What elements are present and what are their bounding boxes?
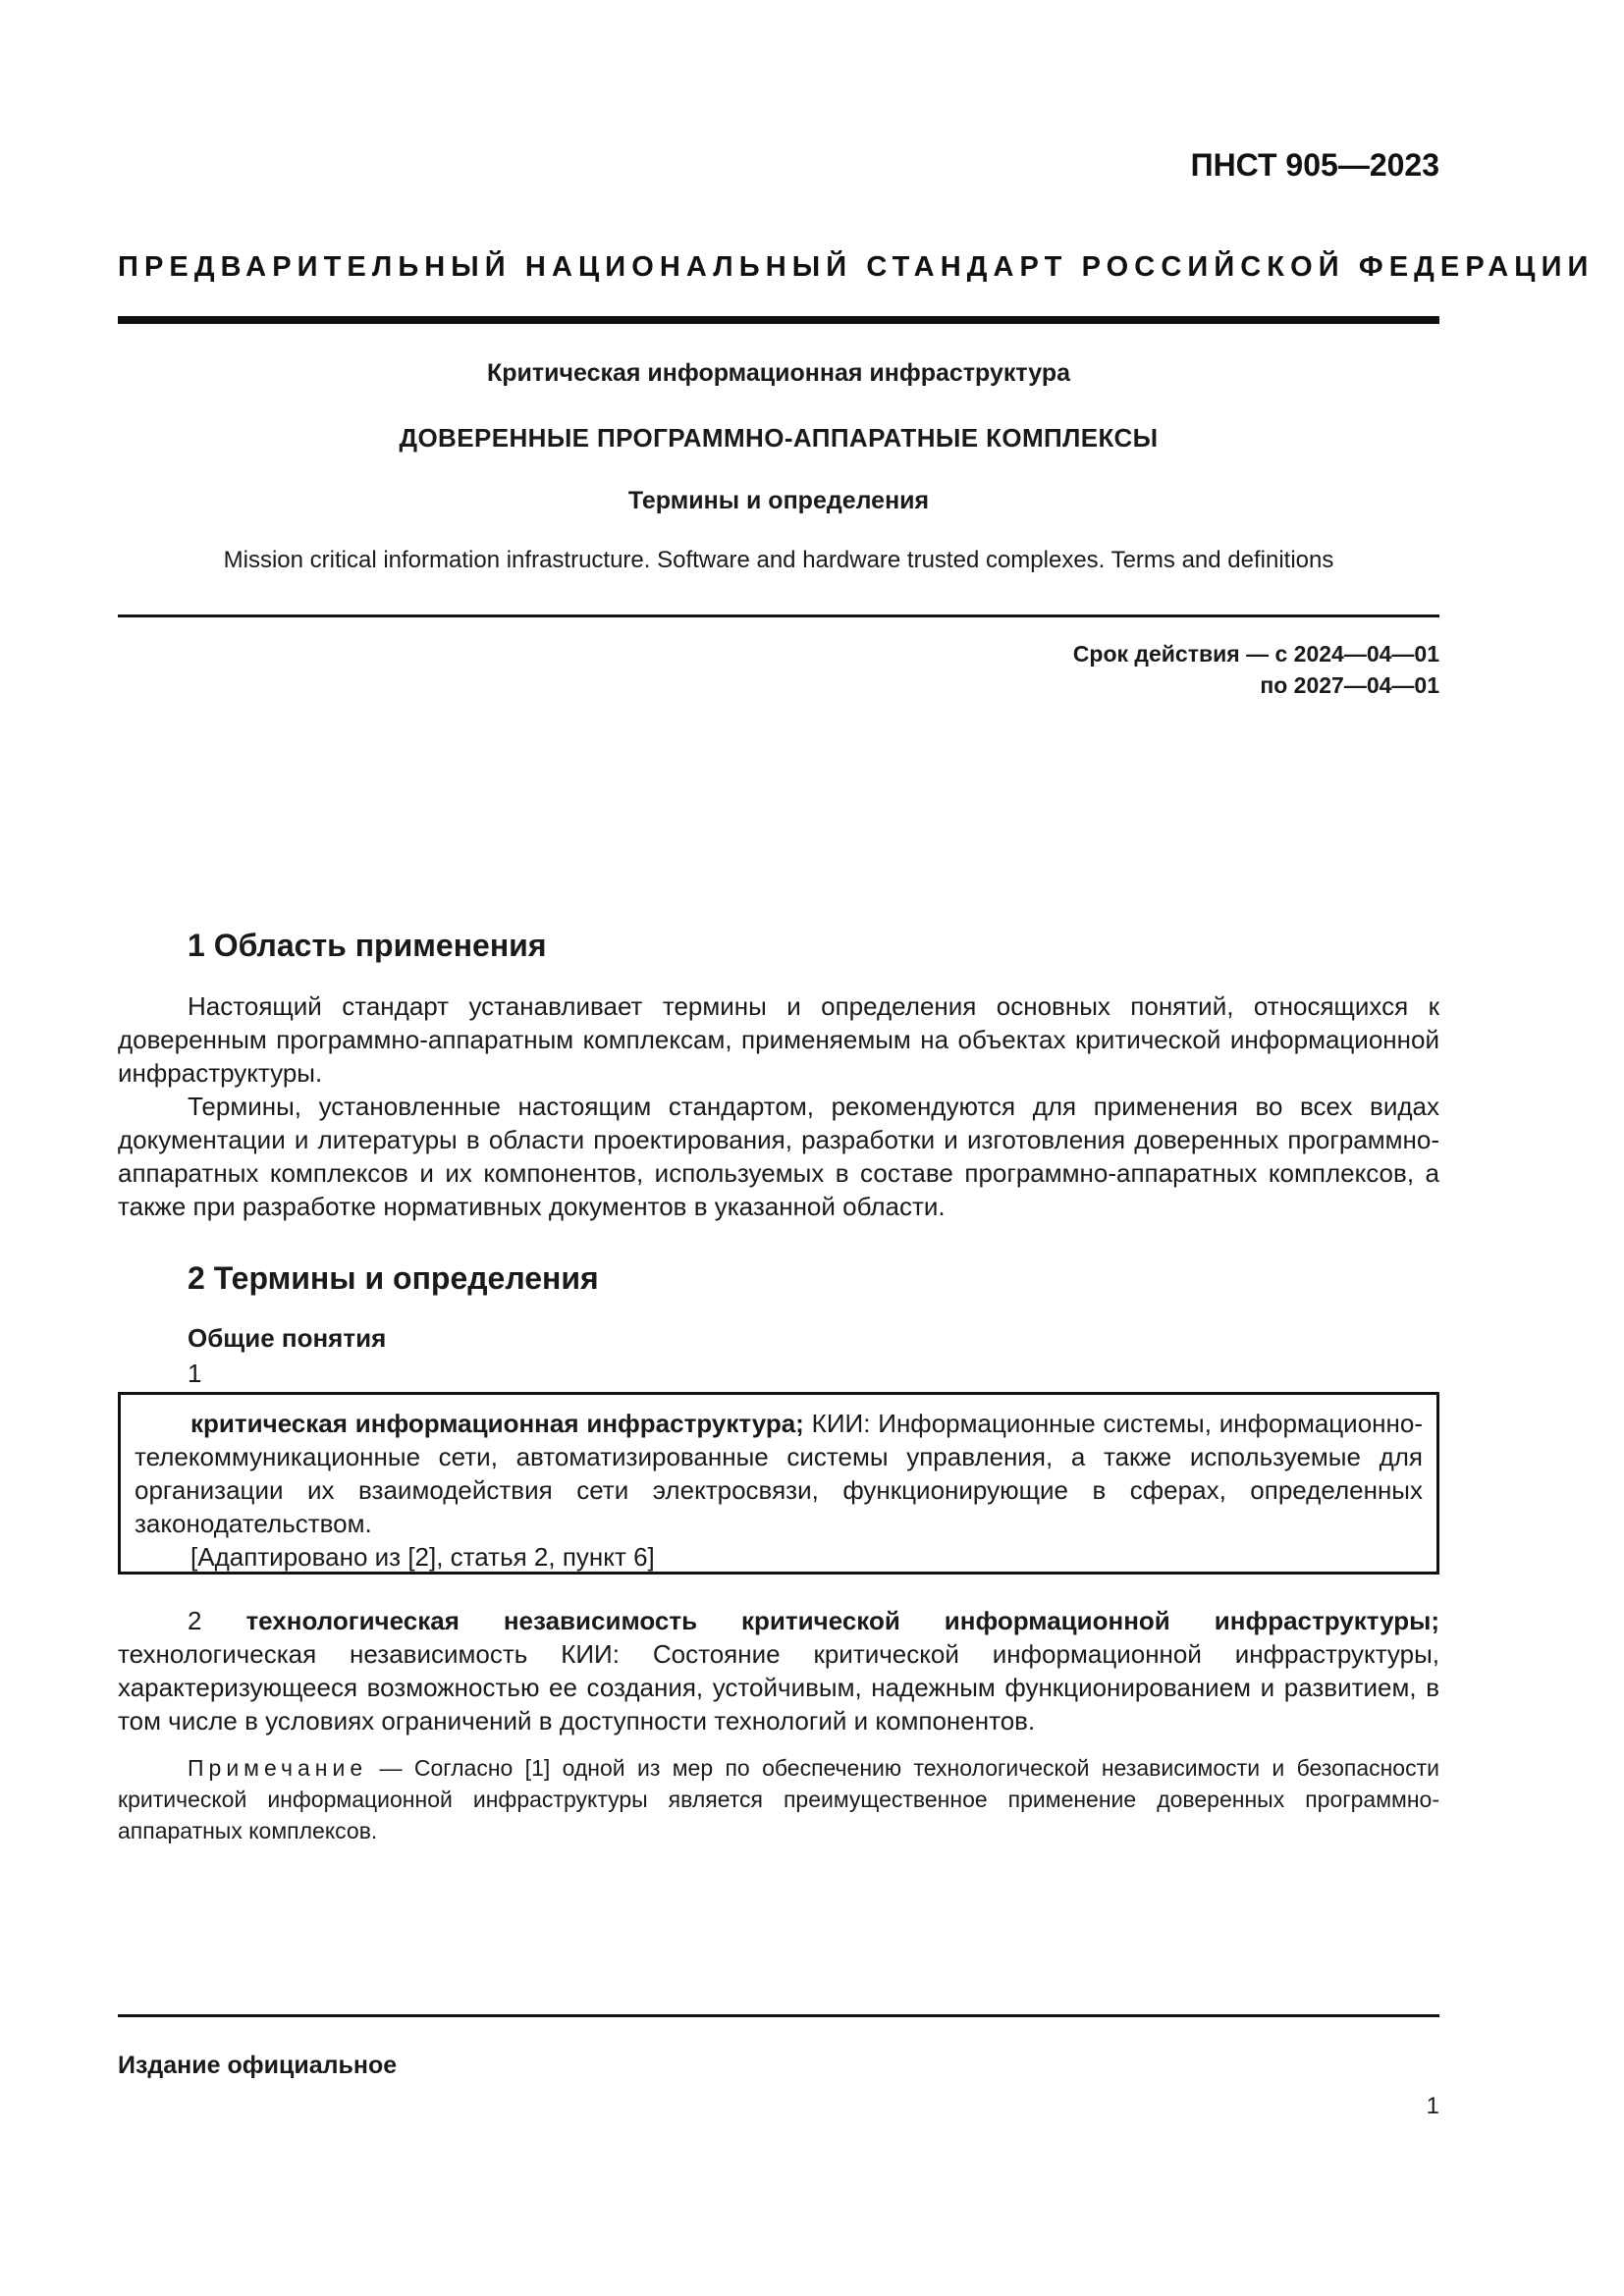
validity-end: по 2027—04—01 <box>1260 672 1439 698</box>
document-code: ПНСТ 905—2023 <box>1190 147 1439 183</box>
term-1-entry <box>135 1407 1423 1540</box>
note-content: — Согласно [1] одной из мер по обеспечению технологической независимости и безопасности критической информационной инфраструктуры является преимущественное применение доверенных программно-аппаратных комплексов. <box>118 1755 1439 1843</box>
title-part: Термины и определения <box>627 487 930 514</box>
term-1-box <box>118 1392 1439 1575</box>
term-2-number: 2 <box>188 1606 202 1635</box>
term-2-block <box>118 1604 1439 1737</box>
title-subject: Критическая информационная инфраструктура <box>486 359 1071 387</box>
term-2-term: технологическая независимость критической информационной инфраструктуры; <box>245 1606 1439 1635</box>
term-1-number: 1 <box>188 1359 202 1388</box>
official-edition-label: Издание официальное <box>118 2052 398 2079</box>
term-1-term: критическая информационная инфраструктура; <box>190 1409 804 1438</box>
term-2-definition: технологическая независимость КИИ: Состояние критической информационной инфраструктуры, характеризующееся возможностью ее создания, устойчивым, надежным функционированием и развитием, в том числе в условиях ограничений в доступности технологий и компонентов. <box>118 1639 1439 1735</box>
page-number: 1 <box>1426 2093 1439 2119</box>
validity-period <box>1073 638 1439 701</box>
section-1-heading: 1 Область применения <box>188 928 547 963</box>
section-1-paragraph-2: Термины, установленные настоящим стандартом, рекомендуются для применения во всех видах документации и литературы в области проектирования, разработки и изготовления доверенных программно-аппаратных комплексов и их компонентов, используемых в составе программно-аппаратных комплексов, а также при разработке нормативных документов в указанной области. <box>118 1092 1439 1221</box>
note-text <box>118 1752 1439 1846</box>
term-1-definition: КИИ: Информационные системы, информационно-телекоммуникационные сети, автоматизированные системы управления, а также используемые для организации их взаимодействия сети электросвязи, функционирующие в сферах, определенных законодательством. <box>135 1409 1423 1538</box>
note-block <box>118 1752 1439 1846</box>
standard-banner: ПРЕДВАРИТЕЛЬНЫЙ НАЦИОНАЛЬНЫЙ СТАНДАРТ РОССИЙСКОЙ ФЕДЕРАЦИИ <box>118 251 1595 283</box>
section-1-body <box>118 989 1439 1223</box>
section-2-heading: 2 Термины и определения <box>188 1260 599 1296</box>
section-1-paragraph-1: Настоящий стандарт устанавливает термины и определения основных понятий, относящихся к доверенным программно-аппаратным комплексам, применяемым на объектах критической информационной инфраструктуры. <box>118 991 1439 1088</box>
term-1-source: [Адаптировано из [2], статья 2, пункт 6] <box>190 1542 655 1572</box>
title-english: Mission critical information infrastructure. Software and hardware trusted complexes. Terms and definitions <box>223 547 1334 573</box>
general-concepts-heading: Общие понятия <box>188 1323 387 1353</box>
footer-divider <box>118 2014 1439 2017</box>
validity-start: Срок действия — с 2024—04—01 <box>1072 641 1439 667</box>
term-2-entry <box>118 1604 1439 1737</box>
note-label: Примечание <box>188 1755 368 1781</box>
title-main: ДОВЕРЕННЫЕ ПРОГРАММНО-АППАРАТНЫЕ КОМПЛЕКСЫ <box>399 423 1159 453</box>
title-divider <box>118 614 1439 617</box>
header-divider <box>118 316 1439 324</box>
